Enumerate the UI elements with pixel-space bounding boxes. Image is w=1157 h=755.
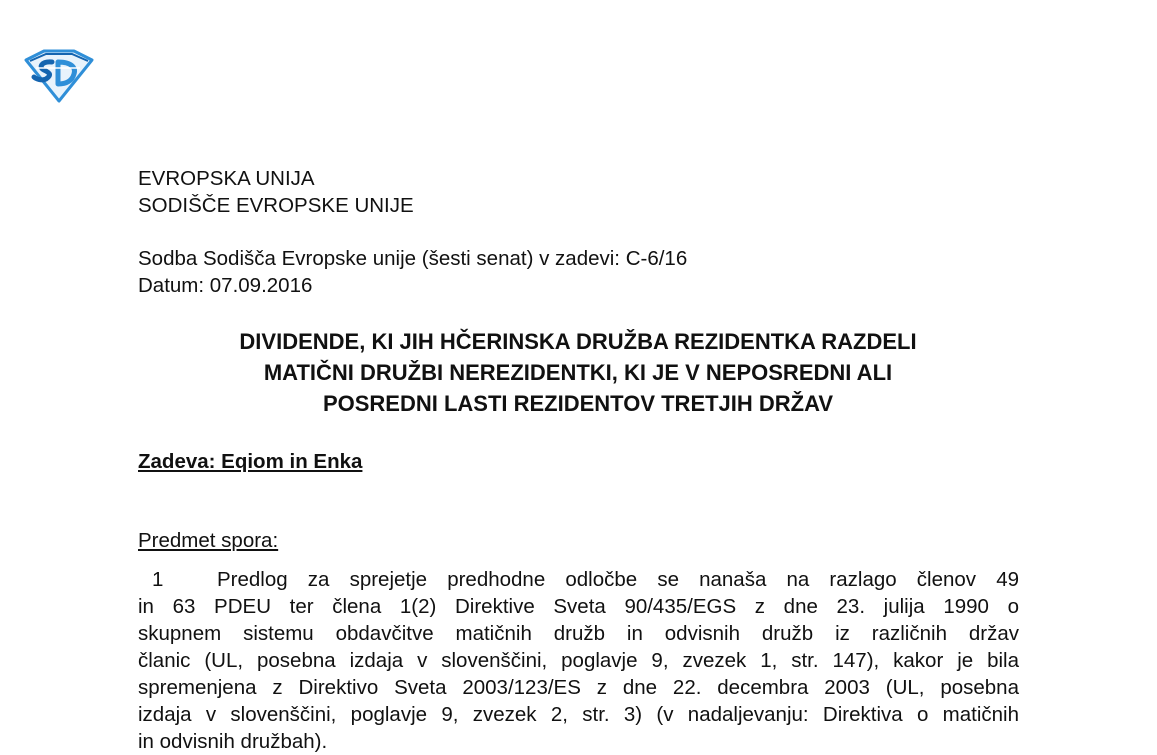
title-line: MATIČNI DRUŽBI NEREZIDENTKI, KI JE V NEPOSREDNI ALI	[263, 360, 893, 385]
paragraph-1	[138, 566, 1019, 755]
paragraph-line: članic (UL, posebna izdaja v slovenščini, poglavje 9, zvezek 1, str. 147), kakor je bila	[138, 649, 1019, 672]
org-name-line1: EVROPSKA UNIJA	[138, 167, 315, 190]
org-name-line2: SODIŠČE EVROPSKE UNIJE	[138, 194, 414, 217]
judgment-date-line: Datum: 07.09.2016	[138, 274, 313, 297]
paragraph-line	[138, 566, 1019, 593]
paragraph-line: izdaja v slovenščini, poglavje 9, zvezek 2, str. 3) (v nadaljevanju: Direktiva o matičnih	[138, 703, 1019, 726]
subject-heading: Predmet spora:	[138, 529, 279, 552]
paragraph-number: 1	[152, 568, 164, 591]
judgment-case-line: Sodba Sodišča Evropske unije (šesti senat) v zadevi: C-6/16	[138, 247, 688, 270]
title-line: DIVIDENDE, KI JIH HČERINSKA DRUŽBA REZIDENTKA RAZDELI	[239, 329, 917, 354]
paragraph-line: in odvisnih družbah).	[138, 730, 328, 753]
paragraph-line: in 63 PDEU ter člena 1(2) Direktive Sveta 90/435/EGS z dne 23. julija 1990 o	[138, 595, 1019, 618]
case-name-heading: Zadeva: Eqiom in Enka	[138, 450, 363, 473]
paragraph-line: spremenjena z Direktivo Sveta 2003/123/ES z dne 22. decembra 2003 (UL, posebna	[138, 676, 1019, 699]
paragraph-line: skupnem sistemu obdavčitve matičnih družb in odvisnih družb iz različnih držav	[138, 622, 1019, 645]
title-line: POSREDNI LASTI REZIDENTOV TRETJIH DRŽAV	[322, 391, 834, 416]
court-logo	[22, 48, 96, 104]
document-title	[138, 326, 1018, 419]
paragraph-line-text: Predlog za sprejetje predhodne odločbe se nanaša na razlago členov 49	[217, 568, 1019, 591]
shield-logo-icon	[22, 48, 96, 104]
